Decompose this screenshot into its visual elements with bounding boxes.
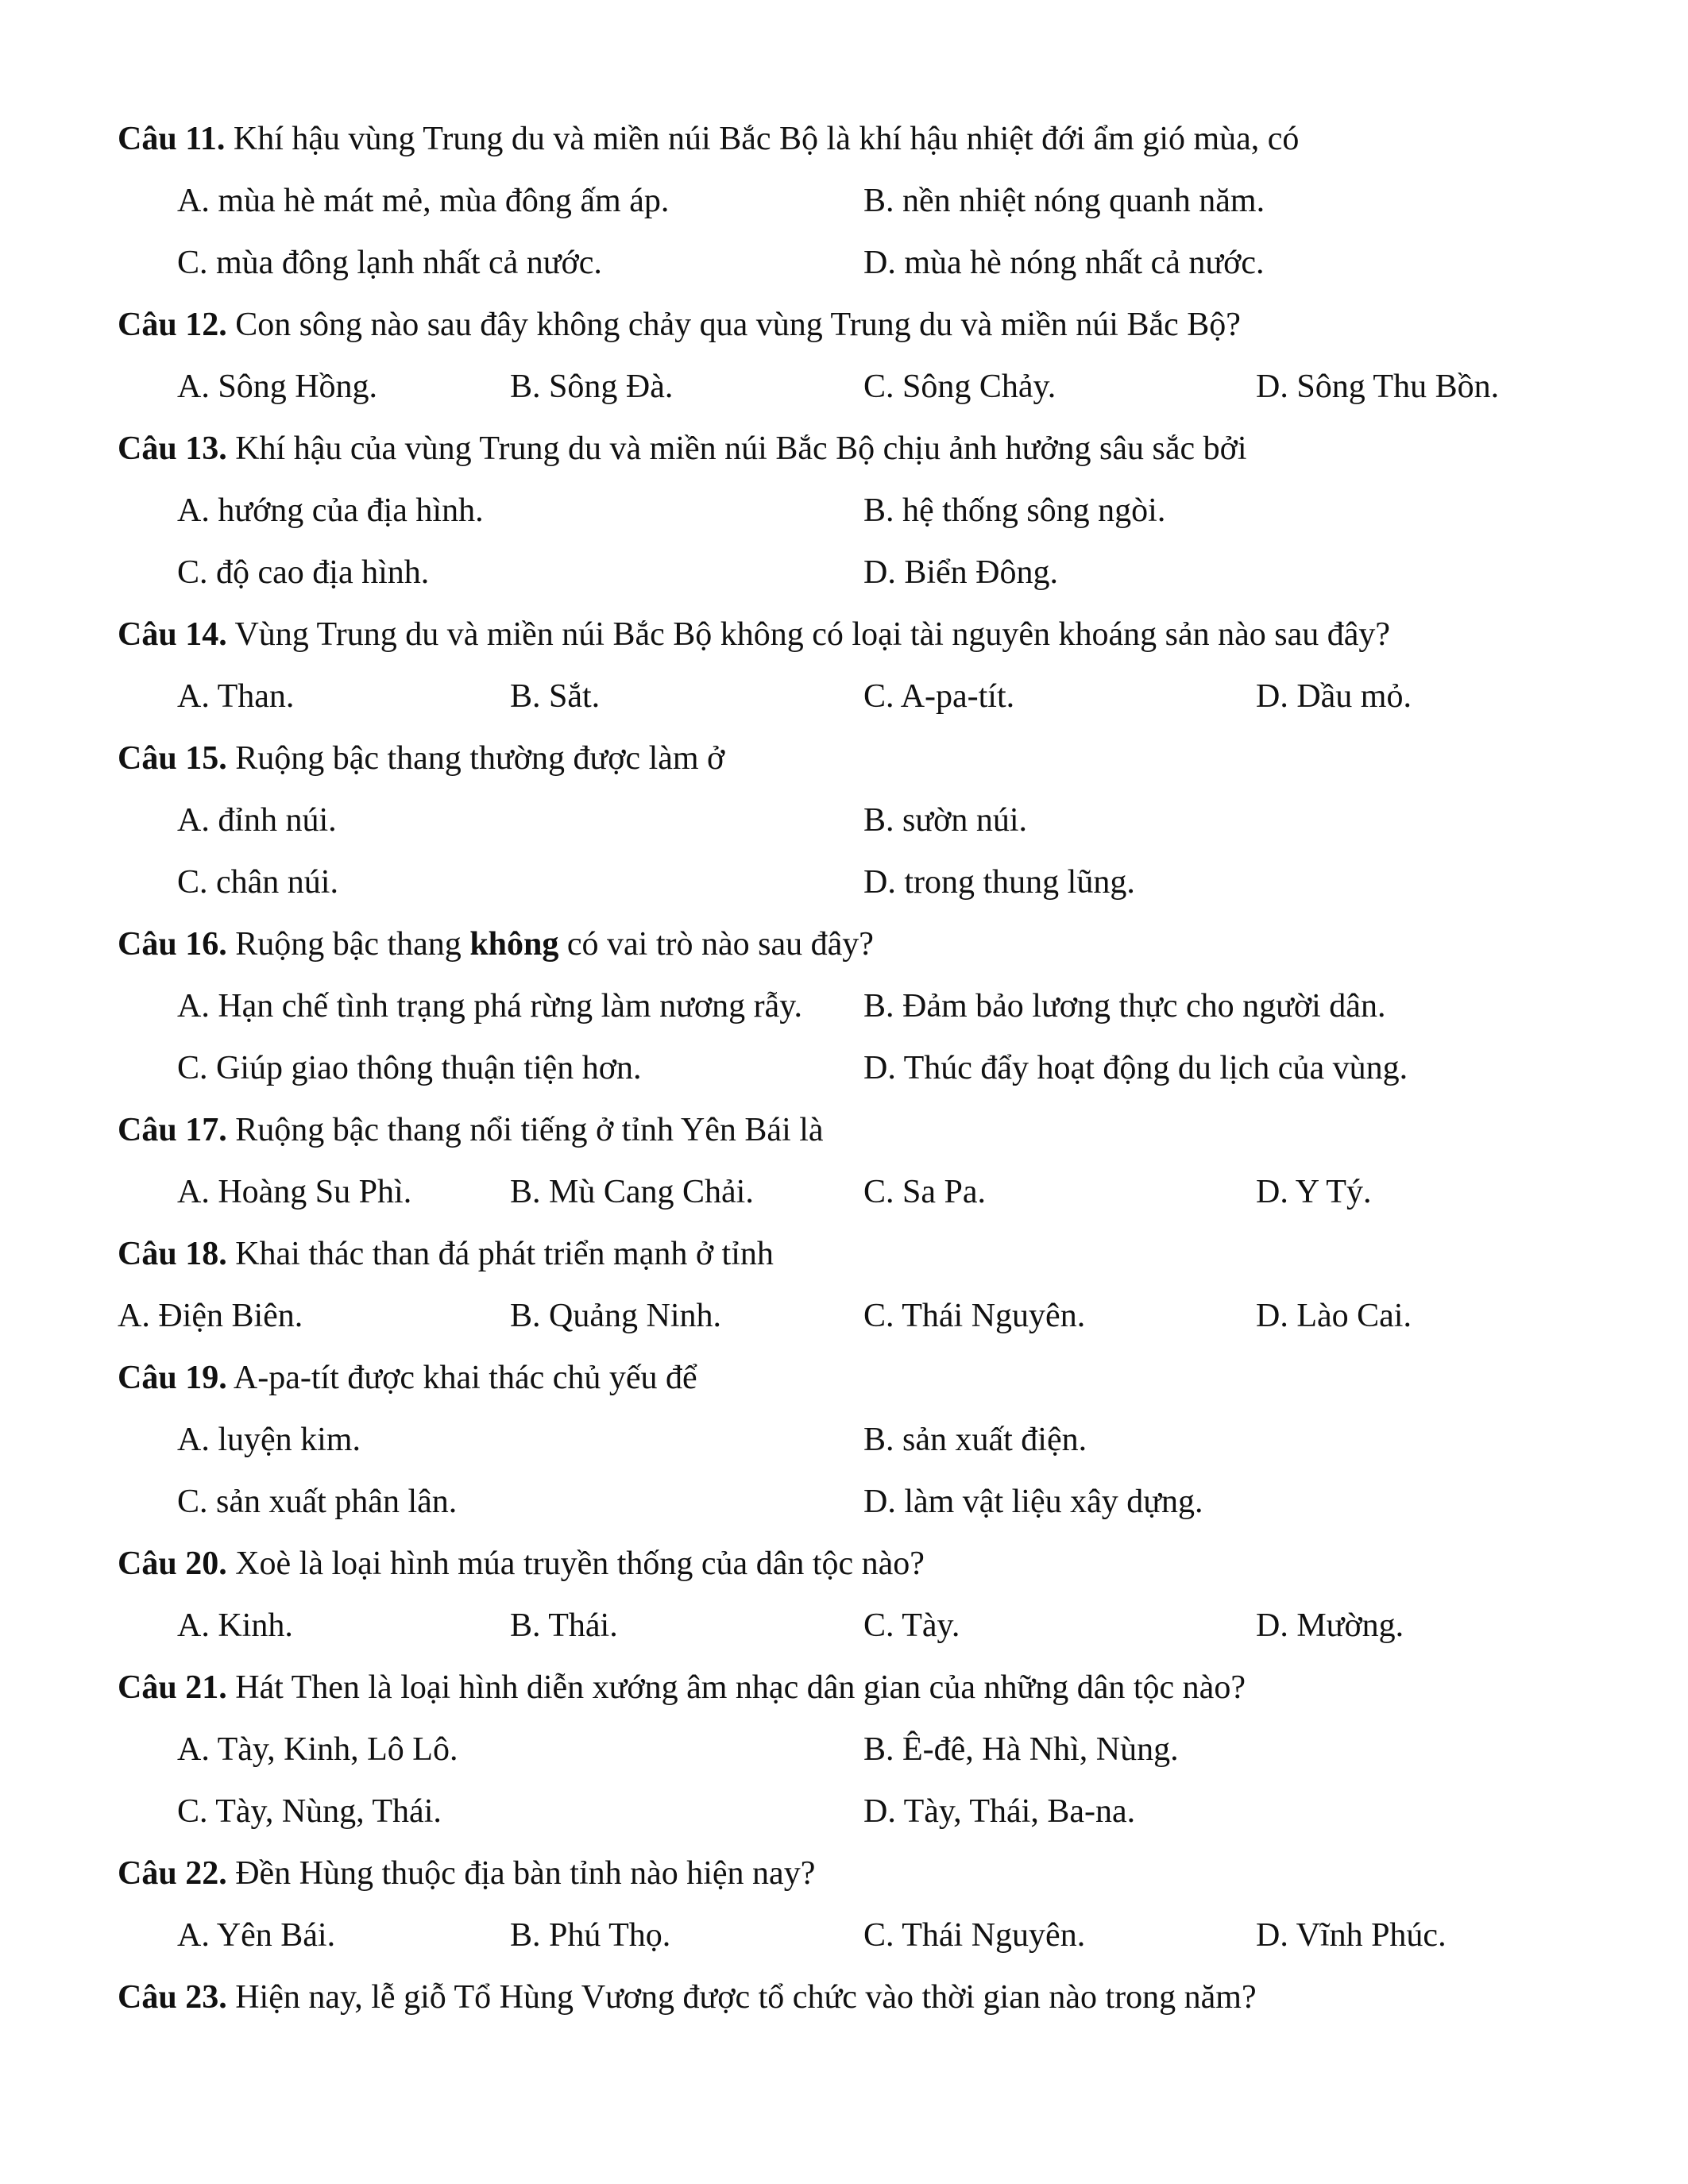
option-b[interactable]: B. Sắt. — [510, 678, 601, 715]
question-text: có vai trò nào sau đây? — [566, 926, 874, 963]
question-text: Hiện nay, lễ giỗ Tổ Hùng Vương được tổ chức vào thời gian nào trong năm? — [235, 1979, 1257, 2016]
question-text: Ruộng bậc thang — [235, 926, 462, 963]
option-a[interactable]: A. Hạn chế tình trạng phá rừng làm nương rẫy. — [177, 988, 802, 1024]
question-text: Con sông nào sau đây không chảy qua vùng Trung du và miền núi Bắc Bộ? — [235, 307, 1241, 343]
question-number: Câu 14. — [118, 616, 227, 653]
question-17 — [0, 1106, 1688, 1154]
option-a[interactable]: A. luyện kim. — [177, 1422, 361, 1458]
question-number: Câu 21. — [118, 1669, 227, 1706]
question-number: Câu 20. — [118, 1545, 227, 1582]
option-c[interactable]: C. sản xuất phân lân. — [177, 1484, 458, 1520]
option-b[interactable]: B. Phú Thọ. — [510, 1917, 671, 1954]
options-row — [0, 1478, 1688, 1526]
option-c[interactable]: C. Giúp giao thông thuận tiện hơn. — [177, 1050, 642, 1086]
option-b[interactable]: B. nền nhiệt nóng quanh năm. — [863, 183, 1265, 219]
question-text: Vùng Trung du và miền núi Bắc Bộ không có loại tài nguyên khoáng sản nào sau đây? — [234, 616, 1391, 653]
question-text: Khí hậu của vùng Trung du và miền núi Bắc Bộ chịu ảnh hưởng sâu sắc bởi — [235, 430, 1247, 467]
option-c[interactable]: C. Thái Nguyên. — [863, 1917, 1086, 1954]
options-row — [0, 239, 1688, 287]
option-b[interactable]: B. Thái. — [510, 1607, 618, 1644]
options-row — [0, 1912, 1688, 1959]
option-b[interactable]: B. Đảm bảo lương thực cho người dân. — [863, 988, 1386, 1024]
options-row — [0, 673, 1688, 720]
option-d[interactable]: D. Thúc đẩy hoạt động du lịch của vùng. — [863, 1050, 1408, 1086]
option-d[interactable]: D. Y Tý. — [1256, 1174, 1372, 1210]
question-number: Câu 22. — [118, 1855, 227, 1892]
option-a[interactable]: A. Than. — [177, 678, 295, 715]
option-d[interactable]: D. Mường. — [1256, 1607, 1404, 1644]
question-number: Câu 23. — [118, 1979, 227, 2016]
question-number: Câu 19. — [118, 1360, 227, 1396]
options-row — [0, 1602, 1688, 1650]
option-c[interactable]: C. độ cao địa hình. — [177, 554, 430, 591]
question-22 — [0, 1850, 1688, 1897]
option-a[interactable]: A. mùa hè mát mẻ, mùa đông ấm áp. — [177, 183, 670, 219]
question-21 — [0, 1664, 1688, 1711]
option-d[interactable]: D. Dầu mỏ. — [1256, 678, 1412, 715]
options-row — [0, 1292, 1688, 1340]
question-text-emphasis: không — [469, 926, 559, 963]
option-a[interactable]: A. Tày, Kinh, Lô Lô. — [177, 1731, 458, 1768]
option-d[interactable]: D. Tày, Thái, Ba-na. — [863, 1793, 1136, 1830]
options-row — [0, 1416, 1688, 1464]
question-number: Câu 13. — [118, 430, 227, 467]
question-20 — [0, 1540, 1688, 1588]
question-number: Câu 17. — [118, 1112, 227, 1148]
option-a[interactable]: A. Sông Hồng. — [177, 369, 378, 405]
options-row — [0, 177, 1688, 225]
option-d[interactable]: D. mùa hè nóng nhất cả nước. — [863, 245, 1265, 281]
question-text: Khai thác than đá phát triển mạnh ở tỉnh — [235, 1236, 774, 1272]
question-14 — [0, 611, 1688, 658]
options-row — [0, 1044, 1688, 1092]
option-c[interactable]: C. Tày, Nùng, Thái. — [177, 1793, 442, 1830]
question-text: Ruộng bậc thang nổi tiếng ở tỉnh Yên Bái là — [235, 1112, 824, 1148]
option-b[interactable]: B. Sông Đà. — [510, 369, 674, 405]
question-number: Câu 16. — [118, 926, 227, 963]
option-c[interactable]: C. Sông Chảy. — [863, 369, 1056, 405]
question-15 — [0, 735, 1688, 782]
question-11 — [0, 115, 1688, 163]
option-d[interactable]: D. Sông Thu Bồn. — [1256, 369, 1500, 405]
option-a[interactable]: A. hướng của địa hình. — [177, 492, 484, 529]
question-16 — [0, 920, 1688, 968]
options-row — [0, 859, 1688, 906]
question-text: Hát Then là loại hình diễn xướng âm nhạc dân gian của những dân tộc nào? — [235, 1669, 1246, 1706]
question-text: Khí hậu vùng Trung du và miền núi Bắc Bộ là khí hậu nhiệt đới ẩm gió mùa, có — [233, 121, 1300, 157]
question-number: Câu 11. — [118, 121, 226, 157]
option-a[interactable]: A. Yên Bái. — [177, 1917, 336, 1954]
option-a[interactable]: A. Điện Biên. — [118, 1298, 303, 1334]
options-row — [0, 1788, 1688, 1835]
options-row — [0, 1168, 1688, 1216]
options-row — [0, 982, 1688, 1030]
options-row — [0, 1726, 1688, 1773]
option-a[interactable]: A. đỉnh núi. — [177, 802, 337, 839]
option-a[interactable]: A. Kinh. — [177, 1607, 293, 1644]
question-23 — [0, 1974, 1688, 2021]
option-b[interactable]: B. Quảng Ninh. — [510, 1298, 721, 1334]
option-d[interactable]: D. Biển Đông. — [863, 554, 1058, 591]
option-b[interactable]: B. hệ thống sông ngòi. — [863, 492, 1166, 529]
question-text: A-pa-tít được khai thác chủ yếu để — [233, 1360, 697, 1396]
question-13 — [0, 425, 1688, 473]
question-18 — [0, 1230, 1688, 1278]
option-a[interactable]: A. Hoàng Su Phì. — [177, 1174, 412, 1210]
question-number: Câu 18. — [118, 1236, 227, 1272]
option-c[interactable]: C. A-pa-tít. — [863, 678, 1015, 715]
question-number: Câu 12. — [118, 307, 227, 343]
options-row — [0, 487, 1688, 534]
option-c[interactable]: C. mùa đông lạnh nhất cả nước. — [177, 245, 602, 281]
options-row — [0, 363, 1688, 411]
option-d[interactable]: D. Lào Cai. — [1256, 1298, 1412, 1334]
option-c[interactable]: C. Tày. — [863, 1607, 960, 1644]
question-text: Ruộng bậc thang thường được làm ở — [235, 740, 725, 777]
option-c[interactable]: C. Sa Pa. — [863, 1174, 987, 1210]
question-19 — [0, 1354, 1688, 1402]
option-b[interactable]: B. Ê-đê, Hà Nhì, Nùng. — [863, 1731, 1179, 1768]
option-b[interactable]: B. sản xuất điện. — [863, 1422, 1087, 1458]
option-b[interactable]: B. sườn núi. — [863, 802, 1028, 839]
question-number: Câu 15. — [118, 740, 227, 777]
option-c[interactable]: C. Thái Nguyên. — [863, 1298, 1086, 1334]
options-row — [0, 797, 1688, 844]
option-c[interactable]: C. chân núi. — [177, 864, 338, 901]
options-row — [0, 549, 1688, 596]
question-text: Xoè là loại hình múa truyền thống của dân tộc nào? — [235, 1545, 925, 1582]
option-b[interactable]: B. Mù Cang Chải. — [510, 1174, 754, 1210]
question-12 — [0, 301, 1688, 349]
question-text: Đền Hùng thuộc địa bàn tỉnh nào hiện nay? — [235, 1855, 816, 1892]
option-d[interactable]: D. trong thung lũng. — [863, 864, 1135, 901]
option-d[interactable]: D. Vĩnh Phúc. — [1256, 1917, 1447, 1954]
option-d[interactable]: D. làm vật liệu xây dựng. — [863, 1484, 1203, 1520]
